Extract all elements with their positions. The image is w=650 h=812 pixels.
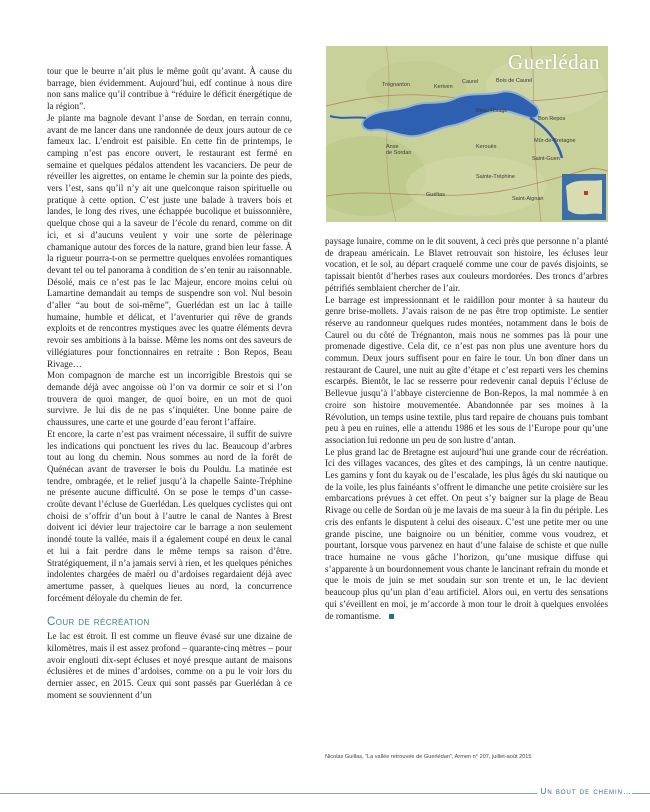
body-paragraph-text: Le plus grand lac de Bretagne est aujourd’hui une grande cour de récréation. Ici des villages vacances, des gîtes et des campings, là un centre nautique. Les gamins y font du kayak ou de l’escalade, les plus âgés du ski nautique ou de la voile, les plus fainéants s’offrent le dimanche une petite croisière sur les embarcations prévues à cet effet. On peut s’y baigner sur la plage de Beau Rivage ou celle de Sordan où je me lavais de ma sueur à la fin du périple. Les cris des enfants le disputent à celui des oiseaux. C’est une petite mer ou une grande piscine, une baignoire ou un bénitier, comme vous voudrez, et pourtant, lorsque vous parvenez en haut d’une falaise de schiste et que nulle trace humaine ne vous gâche l’horizon, qu’une musique diffuse qui s’apparente à un bourdonnement vous chante le lancinant refrain du monde et que le mois de juin se met soudain sur son trente et un, le lac devient beaucoup plus qu’un plan d’eau artificiel. Alors oui, en vertu des sensations qui s’éveillent en moi, je m’accorde à mon tour le droit à quelques envolées de romantisme.: [325, 446, 608, 621]
map-label: Bon Repos: [538, 116, 566, 122]
body-paragraph: Et encore, la carte n’est pas vraiment nécessaire, il suffit de suivre les indications qui ponctuent les rives du lac. Beaucoup d’arbres tout au long du chemin. Nous sommes au nord de la forêt de Quénécan avant de traverser le bois du Pouldu. La matinée est tendre, ombragée, et le relief jusqu’à la chapelle Sainte-Tréphine ne présente aucune difficulté. On se pose le temps d’un casse-croûte devant l’écluse de Guerlédan. Les quelques cyclistes qui ont choisi de s’offrir d’un bout à l’autre le canal de Nantes à Brest doivent ici dévier leur trajectoire car le barrage a non seulement inondé toute la vallée, mais il a également coupé en deux le canal et lui a fait perdre dans le même temps sa raison d’être. Stratégiquement, il n’a jamais servi à rien, et les quelques péniches indolentes chargées de maërl ou d’ardoises regardaient déjà avec amertume passer, à quelques lieues au nord, la concurrence forcément déloyale du chemin de fer.: [47, 428, 292, 603]
source-credit: Nicolas Guillas, “La vallée retrouvée de Guerlédan”, Armen n° 207, juillet-août 2015: [325, 754, 532, 760]
map-label: Anse de Sordan: [386, 144, 412, 156]
map-label: Caurel: [462, 79, 479, 85]
body-paragraph: Le barrage est impressionnant et le raidillon pour monter à sa hauteur du genre brise-mollets. J’avais raison de ne pas être trop optimiste. Le sentier réserve au randonneur quelques rudes montées, notamment dans le bois de Caurel ou du côté de Trégnanton, mais nous ne sommes pas là pour une promenade digestive. Cela dit, ce n’est pas non plus une aventure hors du commun. Deux jours suffisent pour en faire le tour. Un bon dîner dans un restaurant de Caurel, une nuit au gîte d’étape et c’est reparti vers les chemins escarpés. Bientôt, le lac se resserre pour redevenir canal depuis l’écluse de Bellevue jusqu’à l’abbaye cistercienne de Bon-Repos, la mal nommée à en croire son histoire mouvementée. Abandonnée par ses moines à la Révolution, un temps usine textile, plus tard repaire de chouans puis tombant peu à peu en ruines, elle a attendu 1986 et les sous de l’Europe pour qu’une association lui redonne un peu de son lustre d’antan.: [325, 294, 608, 445]
section-heading: Cour de récréation: [47, 616, 150, 629]
left-column: [47, 66, 292, 702]
map-label: Bois de Caurel: [496, 78, 533, 84]
body-paragraph: [325, 447, 608, 623]
map-label: Guéltas: [426, 192, 445, 198]
map-label: Sainte-Tréphine: [476, 174, 515, 180]
map-label: Keriven: [434, 84, 453, 90]
lake-map: [326, 46, 608, 222]
body-paragraph: Mon compagnon de marche est un incorrigible Brestois qui se demande déjà avec angoisse où l’on va dormir ce soir et si l’on trouvera de quoi manger, de quoi boire, en un mot de quoi survivre. Je lui dis de ne pas s’inquiéter. Une bonne paire de chaussures, une carte et une gourde d’eau feront l’affaire.: [47, 370, 292, 428]
map-label: Trégnanton: [382, 82, 410, 88]
end-mark-icon: [389, 614, 394, 619]
body-paragraph: Je plante ma bagnole devant l’anse de Sordan, en terrain connu, avant de me lancer dans une randonnée de deux jours autour de ce fameux lac. L’endroit est paisible. En cette fin de printemps, le camping n’est pas encore ouvert, le restaurant est fermé en semaine et quelques pédalos attendent les vacanciers. De peur de réveiller les aigrettes, on entame le chemin sur la pointe des pieds, vers l’est, sans qu’il n’y ait une quelconque raison spirituelle ou pratique à cette option. C’est juste une balade à travers bois et landes, le long des rives, une échappée bucolique et buissonnière, quelque chose qui a la saveur de l’école du renard, comme on dit ici, et si d’aucuns veulent y voir une sorte de pèlerinage chamanique autour des forces de la nature, grand bien leur fasse. À la rigueur pourra-t-on se permettre quelques envolées romantiques devant tel ou tel panorama à condition de s’en tenir au raisonnable. Désolé, mais ce n’est pas le lac Majeur, encore moins celui où Lamartine demandait au temps de suspendre son vol. Nul besoin d’aller “au bout de soi-même”, Guerlédan est un lac à taille humaine, humble et délicat, et l’aventurier qui rêve de grands exploits et de rencontres mystiques avec les quatre éléments devra revoir ses ambitions à la baisse. Même les noms ont des saveurs de villégiatures pour fonctionnaires en retraite : Bon Repos, Beau Rivage…: [47, 112, 292, 369]
body-paragraph: paysage lunaire, comme on le dit souvent, à ceci près que personne n’a planté de drapeau américain. Le Blavet retrouvait son histoire, les écluses leur vocation, et le sol, au départ craquelé comme une cour de pavés disjoints, se tapissait bientôt d’herbes rases aux couleurs mordorées. Des troncs d’arbres pétrifiés semblaient chercher de l’air.: [325, 236, 608, 293]
map-label: Saint-Guen: [532, 156, 560, 162]
right-column: [325, 236, 608, 622]
body-paragraph: Le lac est étroit. Il est comme un fleuve évasé sur une dizaine de kilomètres, mais il est assez profond – quarante-cinq mètres – pour avoir englouti dix-sept écluses et noyé presque autant de maisons éclusières et de mines d’ardoises, comme on a pu le voir lors du dernier assec, en 2015. Ceux qui sont passés par Guerlédan à ce moment se souviennent d’un: [47, 631, 292, 700]
map-label: Kerouës: [476, 144, 497, 150]
map-label: Mûr-de-Bretagne: [534, 138, 576, 144]
running-footer: Un bout de chemin…: [537, 787, 632, 796]
body-paragraph: tour que le beurre n’ait plus le même goût qu’avant. À cause du barrage, bien évidemment. Aujourd’hui, edf continue à nous dire non sans malice qu’il contribue à “réduire le déficit énergétique de la région”.: [47, 66, 292, 112]
map-label: Beau Rivage: [476, 108, 508, 114]
map-title: Guerlédan: [508, 50, 600, 74]
map-label: Saint-Aignan: [512, 196, 544, 202]
